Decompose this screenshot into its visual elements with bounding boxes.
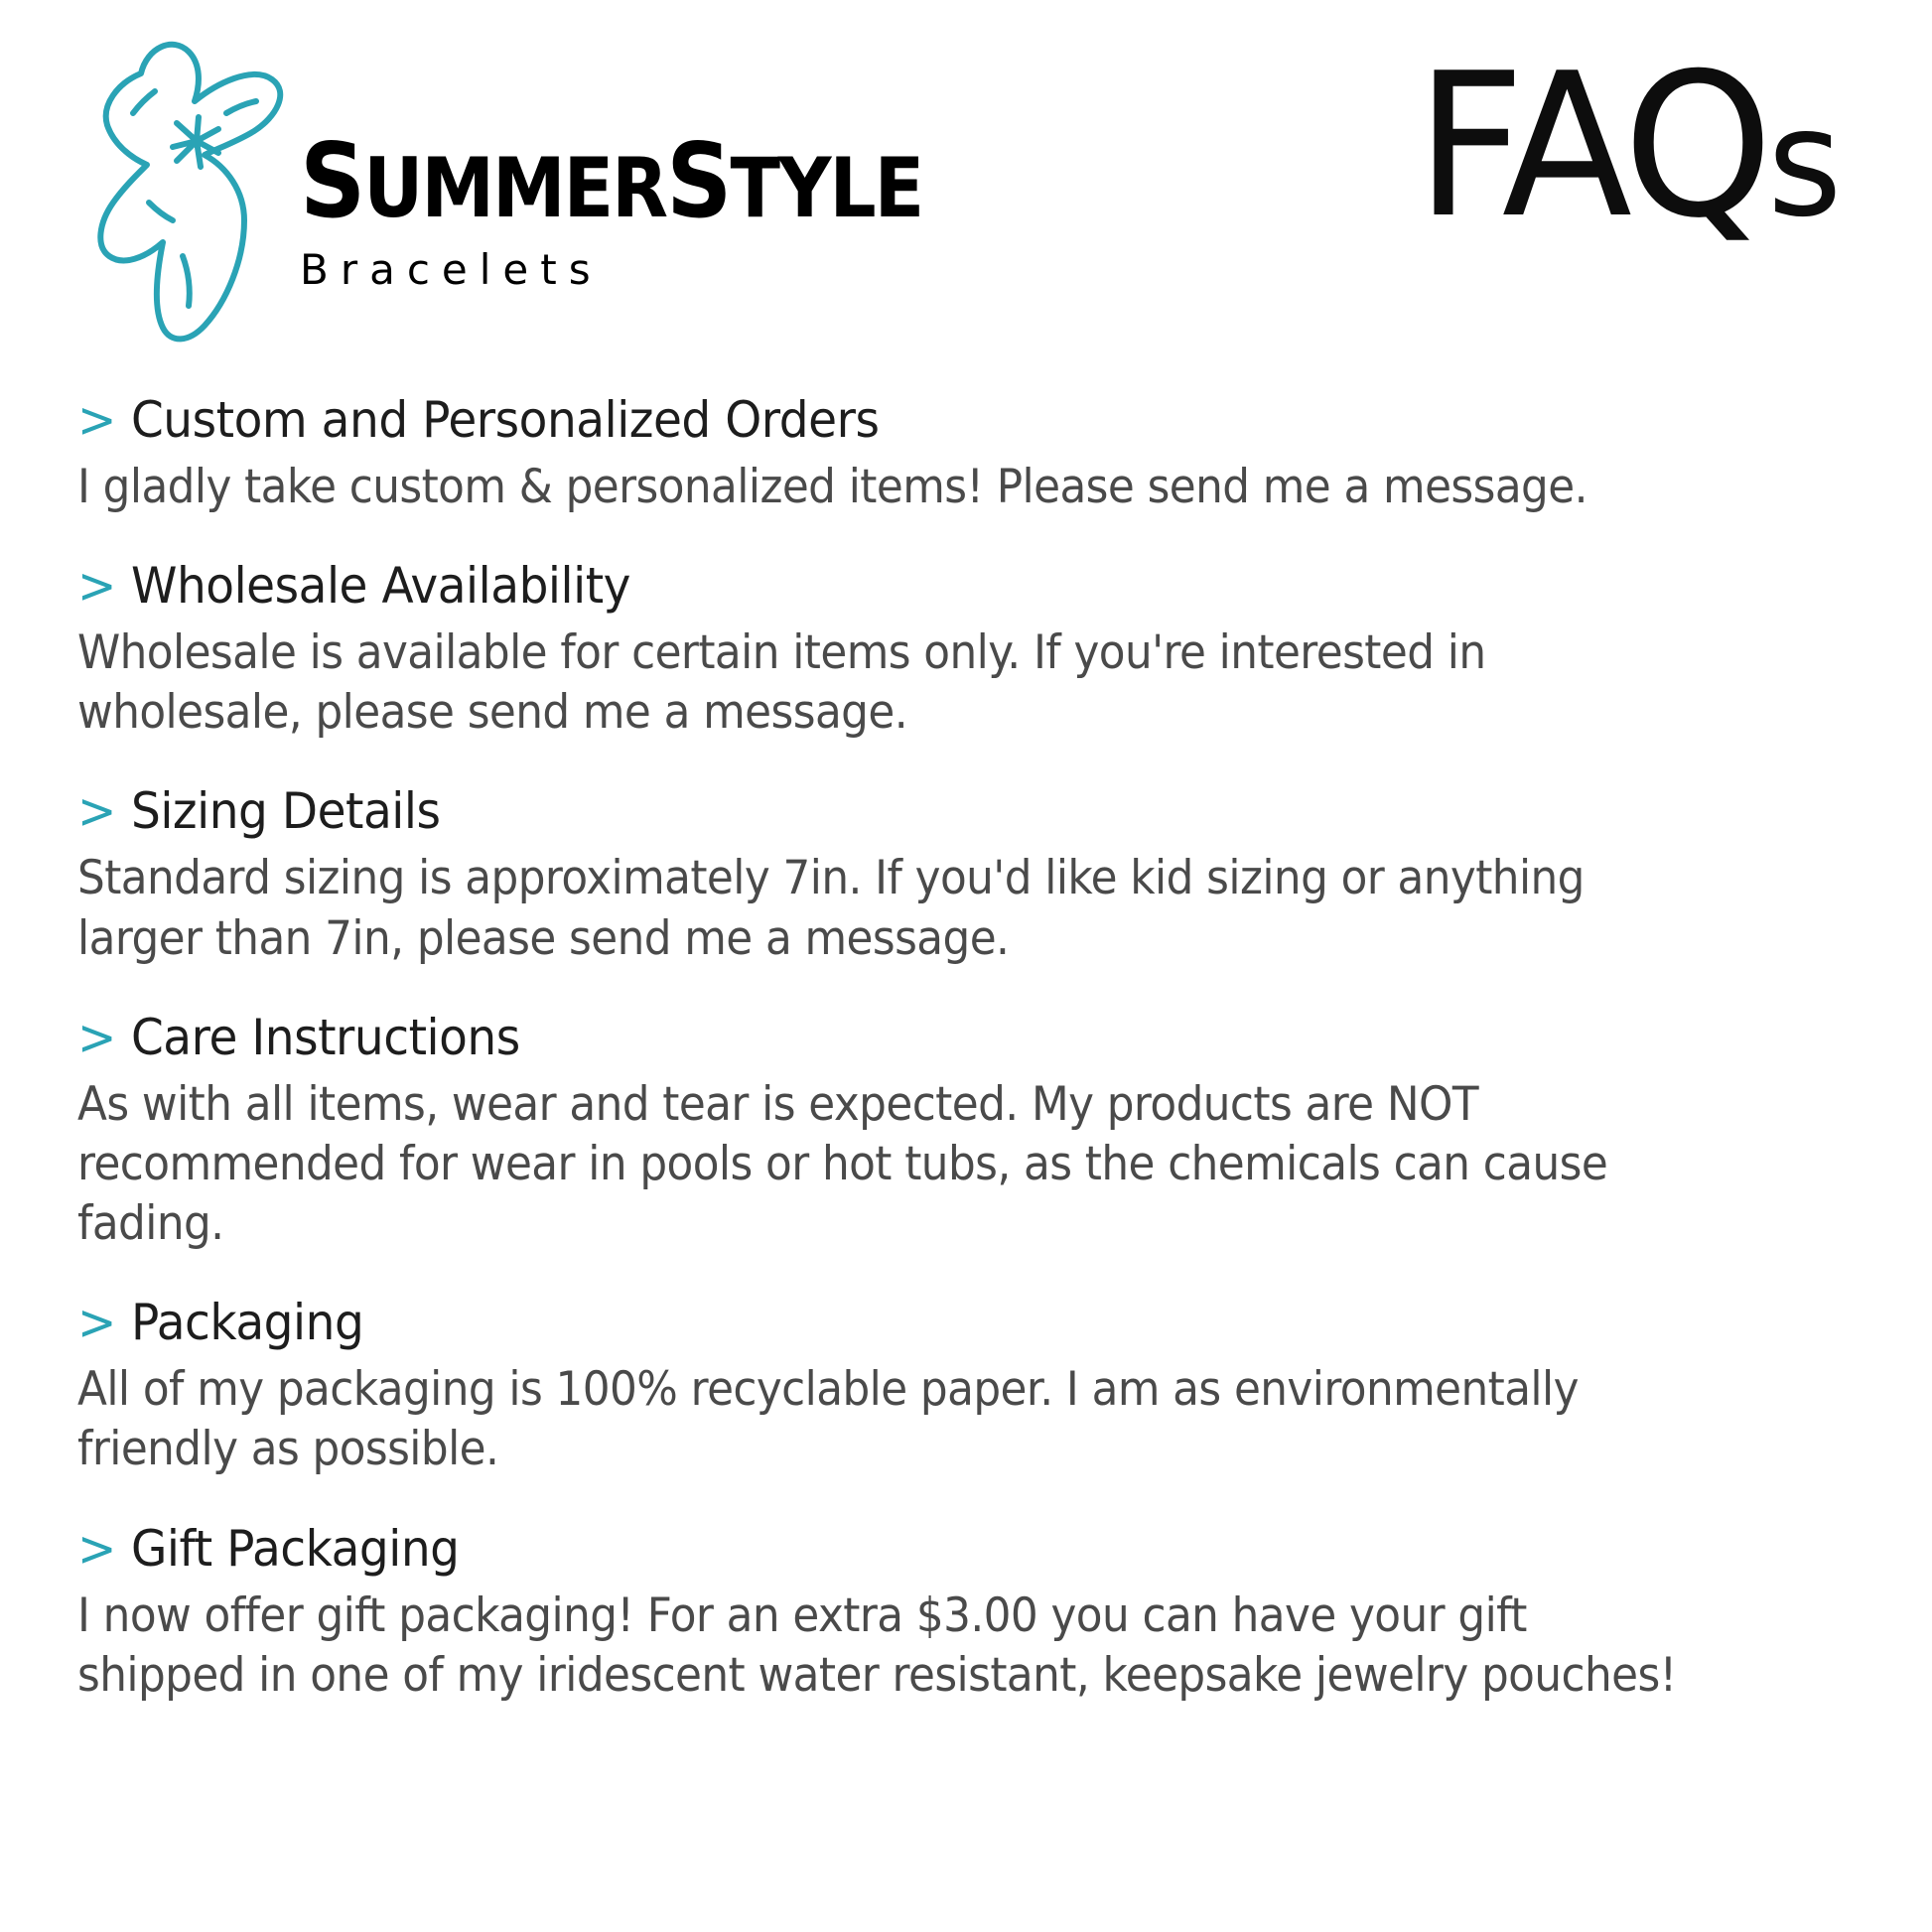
- faq-item: [77, 559, 1855, 743]
- faq-question[interactable]: [77, 784, 1748, 839]
- brand-logo: [77, 22, 922, 349]
- chevron-right-icon: >: [77, 1008, 116, 1066]
- page-title: [1416, 31, 1837, 262]
- chevron-right-icon: >: [77, 391, 116, 449]
- faq-question-label: Gift Packaging: [130, 1519, 460, 1578]
- faq-item: [77, 784, 1855, 968]
- faq-question-label: Wholesale Availability: [130, 557, 631, 616]
- faq-question-label: Sizing Details: [130, 782, 441, 841]
- faq-answer: As with all items, wear and tear is expected. My products are NOT recommended for wear in pools or hot tubs, as the chemicals can cause fading.: [77, 1076, 1608, 1252]
- faq-question[interactable]: [77, 1519, 1748, 1578]
- faq-answer: I gladly take custom & personalized items! Please send me a message.: [77, 460, 1587, 514]
- brand-subtitle: Bracelets: [300, 245, 603, 295]
- faq-question[interactable]: [77, 559, 1748, 614]
- faq-item: [77, 1008, 1855, 1254]
- faq-question[interactable]: [77, 1296, 1748, 1350]
- chevron-right-icon: >: [77, 782, 116, 841]
- page-header: [77, 0, 1855, 387]
- page-title-main: FAQ: [1416, 31, 1768, 262]
- page-title-suffix: s: [1767, 77, 1837, 250]
- faq-question-label: Packaging: [130, 1294, 364, 1352]
- faq-answer: Standard sizing is approximately 7in. If you'd like kid sizing or anything larger than 7in, please send me a message.: [77, 851, 1585, 966]
- faq-list: [77, 393, 1855, 1706]
- faq-question[interactable]: [77, 393, 1748, 448]
- chevron-right-icon: >: [77, 1519, 116, 1578]
- faq-item: [77, 1296, 1855, 1479]
- faq-answer: All of my packaging is 100% recyclable paper. I am as environmentally friendly as possible.: [77, 1362, 1579, 1477]
- faq-item: [77, 393, 1855, 517]
- brand-wordmark: [300, 121, 923, 295]
- faq-question-label: Care Instructions: [130, 1008, 520, 1066]
- starfish-icon: [77, 22, 296, 349]
- brand-name: SUMMERSTYLE: [300, 121, 923, 241]
- chevron-right-icon: >: [77, 557, 116, 616]
- faq-question[interactable]: [77, 1008, 1748, 1066]
- faq-answer: Wholesale is available for certain items only. If you're interested in wholesale, please send me a message.: [77, 625, 1486, 741]
- faq-answer: I now offer gift packaging! For an extra $3.00 you can have your gift shipped in one of my iridescent water resistant, keepsake jewelry pouches!: [77, 1587, 1677, 1703]
- faq-question-label: Custom and Personalized Orders: [130, 391, 880, 449]
- chevron-right-icon: >: [77, 1294, 116, 1352]
- faq-item: [77, 1519, 1855, 1706]
